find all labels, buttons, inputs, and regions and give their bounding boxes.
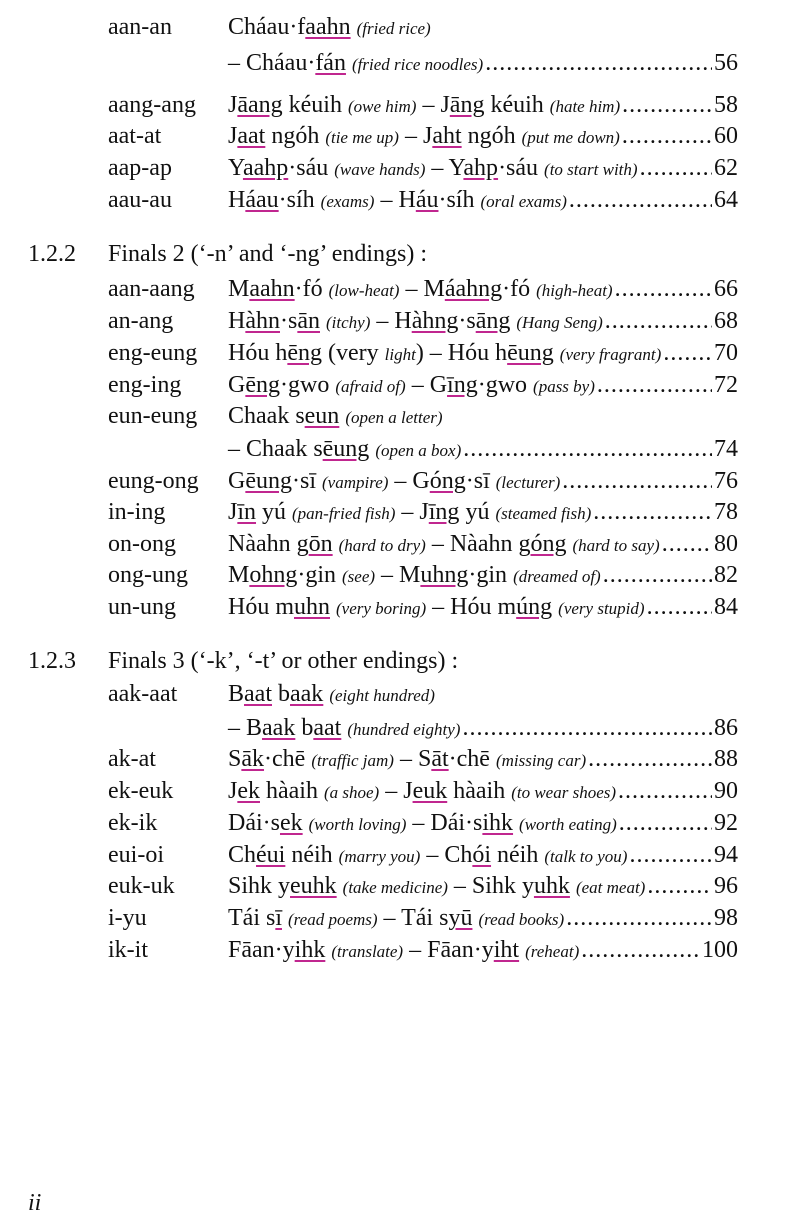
romanization: yú [256, 499, 293, 525]
gloss: (translate) [331, 942, 404, 961]
romanization: aahp [242, 155, 289, 181]
romanization: óng [429, 468, 466, 494]
romanization: aat [237, 123, 266, 149]
romanization: ī [275, 905, 282, 931]
romanization: – M [399, 276, 445, 302]
gloss: (pan-fried fish) [292, 504, 396, 523]
romanization: àhng [411, 308, 459, 334]
romanization: – J [416, 92, 450, 118]
gloss: (put me down) [521, 128, 620, 147]
romanization: b [272, 681, 290, 707]
final-pair-label: aan-aang [108, 276, 195, 302]
final-pair-label: i-yu [108, 905, 147, 931]
gloss: (traffic jam) [311, 751, 394, 770]
romanization: – S [393, 746, 432, 772]
romanization: ahp [463, 155, 499, 181]
final-pair-label: on-ong [108, 531, 176, 557]
gloss: (hundred eighty) [347, 720, 461, 739]
final-pair-label: aat-at [108, 123, 162, 149]
final-pair-label: aak-aat [108, 681, 178, 707]
romanization: ēung [245, 468, 292, 494]
final-pair-label: eui-oi [108, 842, 164, 868]
romanization: ngóh [461, 123, 522, 149]
romanization: ēung [507, 340, 554, 366]
romanization: ·fó [294, 276, 329, 302]
romanization: ek [237, 778, 260, 804]
section-number: 1.2.2 [28, 241, 76, 267]
romanization: ·chē [264, 746, 312, 772]
romanization: aat [244, 681, 272, 707]
gloss: (eat meat) [575, 878, 646, 897]
gloss: (vampire) [322, 473, 389, 492]
romanization: euhk [290, 873, 337, 899]
page-number: 78 [714, 499, 738, 525]
gloss: (low-heat) [328, 281, 400, 300]
romanization: úng [516, 594, 553, 620]
page-number: 100 [702, 937, 738, 963]
page-number: 76 [714, 468, 738, 494]
gloss: (marry you) [338, 847, 421, 866]
dot-leader [569, 185, 712, 215]
dot-leader [581, 935, 700, 965]
romanization: Tái s [228, 905, 276, 931]
gloss: (read books) [478, 910, 565, 929]
dot-leader [463, 434, 712, 464]
romanization: áau [245, 187, 279, 213]
romanization: ohng [249, 562, 298, 588]
gloss: (talk to you) [544, 847, 628, 866]
romanization: M [228, 562, 250, 588]
dot-leader [663, 338, 712, 368]
final-pair-label: aau-au [108, 187, 172, 213]
gloss: (hard to say) [572, 536, 660, 555]
dot-leader [597, 370, 712, 400]
romanization: ēung [322, 436, 370, 462]
page-footer-number: ii [28, 1190, 42, 1216]
romanization: – J [398, 123, 433, 149]
romanization: – G [388, 468, 430, 494]
dot-leader [647, 871, 712, 901]
page-number: 60 [714, 123, 738, 149]
final-pair-label: eng-ing [108, 372, 182, 398]
romanization: āk [241, 746, 265, 772]
romanization: – H [374, 187, 416, 213]
romanization: J [228, 123, 238, 149]
gloss: (owe him) [347, 97, 417, 116]
romanization: b [295, 715, 314, 741]
romanization: J [228, 92, 238, 118]
romanization: ·s [458, 308, 476, 334]
page-number: 80 [714, 531, 738, 557]
page-number: 72 [714, 372, 738, 398]
romanization: ōn [308, 531, 333, 557]
page-number: 68 [714, 308, 738, 334]
page-number: 62 [714, 155, 738, 181]
gloss: (open a box) [375, 441, 462, 460]
romanization: euk [412, 778, 448, 804]
final-pair-label: ak-at [108, 746, 156, 772]
gloss: (a shoe) [323, 783, 380, 802]
romanization: Hóu m [228, 594, 294, 620]
romanization: G [228, 372, 246, 398]
romanization: Fāan·y [228, 937, 295, 963]
final-pair-label: ek-euk [108, 778, 174, 804]
romanization: áu [415, 187, 439, 213]
dot-leader [462, 713, 712, 743]
romanization: āang [237, 92, 283, 118]
page-number: 90 [714, 778, 738, 804]
gloss: (high-heat) [536, 281, 613, 300]
romanization: – G [405, 372, 448, 398]
gloss: (very fragrant) [559, 345, 662, 364]
romanization: H [228, 187, 246, 213]
romanization: kéuih [282, 92, 348, 118]
dot-leader [647, 592, 712, 622]
gloss: (dreamed of) [513, 567, 601, 586]
gloss: (pass by) [533, 377, 595, 396]
romanization: J [228, 499, 238, 525]
romanization: àhn [245, 308, 280, 334]
romanization: uhn [294, 594, 330, 620]
gloss: (eight hundred) [329, 686, 435, 705]
romanization: ·gwo [280, 372, 336, 398]
romanization: āng [475, 308, 511, 334]
romanization: áahng [444, 276, 503, 302]
romanization: yū [448, 905, 473, 931]
page-number: 98 [714, 905, 738, 931]
romanization: Dái·s [228, 810, 280, 836]
gloss: (afraid of) [335, 377, 406, 396]
page-number: 70 [714, 340, 738, 366]
romanization: ·sáu [498, 155, 545, 181]
gloss: (missing car) [495, 751, 587, 770]
page-number: 58 [714, 92, 738, 118]
romanization: Cháau·f [228, 14, 306, 40]
gloss: (hard to dry) [338, 536, 426, 555]
romanization: Hóu h [228, 340, 288, 366]
dot-leader [618, 776, 712, 806]
romanization: Y [228, 155, 243, 181]
romanization: – Nàahn g [425, 531, 531, 557]
romanization: Ch [228, 842, 257, 868]
page-number: 86 [714, 715, 738, 741]
romanization: – J [379, 778, 413, 804]
dot-leader [603, 560, 712, 590]
romanization: ēng [287, 340, 322, 366]
dot-leader [615, 274, 712, 304]
romanization: – M [375, 562, 421, 588]
romanization: ·s [280, 308, 298, 334]
romanization: – H [370, 308, 412, 334]
dot-leader [566, 903, 712, 933]
romanization: īn [237, 499, 257, 525]
romanization: yú [459, 499, 496, 525]
romanization: eun [304, 403, 340, 429]
romanization: S [228, 746, 242, 772]
gloss: (oral exams) [480, 192, 567, 211]
dot-leader [605, 306, 712, 336]
romanization: āt [431, 746, 449, 772]
gloss: (itchy) [326, 313, 371, 332]
romanization: aahn [249, 276, 295, 302]
romanization: – Tái s [377, 905, 449, 931]
final-pair-label: an-ang [108, 308, 174, 334]
romanization: uhng [420, 562, 469, 588]
page-number: 64 [714, 187, 738, 213]
romanization: ihk [294, 937, 326, 963]
gloss: (hate him) [549, 97, 621, 116]
romanization: ·síh [438, 187, 481, 213]
romanization: – B [228, 715, 263, 741]
dot-leader [662, 529, 712, 559]
romanization: hàaih [447, 778, 512, 804]
dot-leader [593, 497, 712, 527]
gloss: (read poems) [288, 910, 378, 929]
dot-leader [485, 48, 712, 78]
romanization: G [228, 468, 246, 494]
romanization: ·sī [292, 468, 322, 494]
romanization: iht [493, 937, 520, 963]
dot-leader [622, 121, 712, 151]
romanization: ek [279, 810, 303, 836]
gloss: (to start with) [544, 160, 638, 179]
romanization: néih [285, 842, 339, 868]
gloss: (fried rice noodles) [351, 55, 484, 74]
romanization: – Sihk y [447, 873, 534, 899]
gloss: (take medicine) [342, 878, 448, 897]
gloss: (very stupid) [558, 599, 645, 618]
gloss: (exams) [320, 192, 375, 211]
romanization: ) – Hóu h [415, 340, 508, 366]
romanization: ngóh [265, 123, 326, 149]
page-number: 56 [714, 50, 738, 76]
page-number: 82 [714, 562, 738, 588]
section-title: Finals 3 (‘-k’, ‘-t’ or other endings) : [108, 648, 459, 674]
romanization: uhk [533, 873, 570, 899]
gloss: (steamed fish) [495, 504, 592, 523]
gloss: (lecturer) [495, 473, 561, 492]
romanization: aahn [305, 14, 351, 40]
page-number: 74 [714, 436, 738, 462]
gloss: (fried rice) [356, 19, 431, 38]
final-pair-label: eung-ong [108, 468, 199, 494]
romanization: Sihk y [228, 873, 291, 899]
romanization: īng [447, 372, 478, 398]
dot-leader [619, 808, 712, 838]
gloss: (open a letter) [345, 408, 443, 427]
romanization: aht [432, 123, 462, 149]
romanization: – Chaak s [228, 436, 323, 462]
final-pair-label: euk-uk [108, 873, 175, 899]
romanization: fán [315, 50, 346, 76]
romanization: – Ch [420, 842, 473, 868]
romanization: – Fāan·y [403, 937, 494, 963]
gloss: (Hang Seng) [516, 313, 603, 332]
romanization: ān [297, 308, 320, 334]
romanization: – Y [425, 155, 464, 181]
romanization: āng [449, 92, 485, 118]
gloss: (tie me up) [325, 128, 399, 147]
romanization: Chaak s [228, 403, 305, 429]
final-pair-label: aang-ang [108, 92, 196, 118]
romanization: J [228, 778, 238, 804]
romanization: aat [313, 715, 342, 741]
page-number: 88 [714, 746, 738, 772]
dot-leader [629, 840, 712, 870]
romanization: néih [491, 842, 545, 868]
dot-leader [640, 153, 712, 183]
romanization: ihk [482, 810, 514, 836]
romanization: aak [262, 715, 296, 741]
romanization: ·gin [297, 562, 343, 588]
dot-leader [588, 744, 712, 774]
final-pair-label: ik-it [108, 937, 148, 963]
final-pair-label: aap-ap [108, 155, 172, 181]
gloss: (see) [342, 567, 376, 586]
page-number: 66 [714, 276, 738, 302]
page-number: 94 [714, 842, 738, 868]
romanization: ·sī [465, 468, 496, 494]
final-pair-label: un-ung [108, 594, 176, 620]
romanization: H [228, 308, 246, 334]
romanization: aak [290, 681, 324, 707]
gloss: (worth loving) [308, 815, 407, 834]
gloss: (wave hands) [334, 160, 426, 179]
romanization: – Hóu m [426, 594, 517, 620]
romanization: ·chē [448, 746, 496, 772]
gloss: (reheat) [525, 942, 580, 961]
romanization: óng [530, 531, 567, 557]
romanization: ēng [245, 372, 280, 398]
final-pair-label: aan-an [108, 14, 172, 40]
final-pair-label: ong-ung [108, 562, 188, 588]
gloss: (to wear shoes) [511, 783, 617, 802]
romanization: (very [322, 340, 385, 366]
section-title: Finals 2 (‘-n’ and ‘-ng’ endings) : [108, 241, 428, 267]
gloss: (very boring) [336, 599, 427, 618]
final-pair-label: ek-ik [108, 810, 158, 836]
page-number: 84 [714, 594, 738, 620]
romanization: ói [472, 842, 492, 868]
romanization: – Dái·s [406, 810, 483, 836]
gloss: light [384, 345, 416, 364]
section-number: 1.2.3 [28, 648, 76, 674]
romanization: Nàahn g [228, 531, 309, 557]
dot-leader [562, 466, 712, 496]
page-number: 92 [714, 810, 738, 836]
romanization: ·gin [468, 562, 514, 588]
romanization: B [228, 681, 245, 707]
romanization: ·sáu [288, 155, 335, 181]
romanization: ·fó [502, 276, 537, 302]
romanization: éui [256, 842, 286, 868]
romanization: ·gwo [477, 372, 534, 398]
dot-leader [622, 90, 712, 120]
romanization: – J [395, 499, 429, 525]
final-pair-label: eun-eung [108, 403, 198, 429]
romanization: – Cháau· [228, 50, 316, 76]
romanization: hàaih [260, 778, 324, 804]
gloss: (worth eating) [519, 815, 617, 834]
final-pair-label: in-ing [108, 499, 166, 525]
romanization: ·síh [278, 187, 321, 213]
page-number: 96 [714, 873, 738, 899]
romanization: īng [428, 499, 460, 525]
romanization: kéuih [484, 92, 550, 118]
romanization: M [228, 276, 250, 302]
final-pair-label: eng-eung [108, 340, 198, 366]
